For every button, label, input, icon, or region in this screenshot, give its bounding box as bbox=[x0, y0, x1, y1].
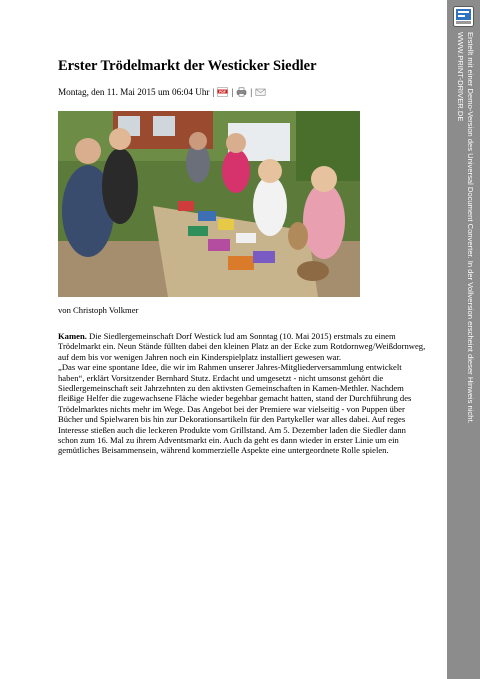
article-photo bbox=[58, 111, 360, 297]
demo-notice-text bbox=[455, 32, 475, 424]
demo-notice-line: Erstellt mit einer Demo-Version des Universal Document Converter. In der Vollversion erscheint dieser Hinweis nicht. bbox=[466, 32, 475, 424]
article-meta bbox=[58, 87, 266, 97]
print-icon[interactable] bbox=[236, 87, 247, 97]
pdf-icon[interactable] bbox=[217, 87, 228, 97]
demo-notice-url[interactable]: WWW.PRINT-DRIVER.DE bbox=[456, 32, 465, 122]
article-date: Montag, den 11. Mai 2015 um 06:04 Uhr bbox=[58, 87, 210, 97]
svg-text:PDF: PDF bbox=[219, 89, 227, 94]
demo-watermark-sidebar bbox=[447, 0, 480, 679]
meta-separator: | bbox=[250, 87, 253, 97]
article-body bbox=[58, 331, 428, 456]
email-icon[interactable] bbox=[255, 87, 266, 97]
article-paragraph: „Das war eine spontane Idee, die wir im Rahmen unserer Jahres-Mitgliederversammlung entwickelt haben“, erklärt Vorsitzender Bernhard Stutz. Erdacht und umgesetzt - nicht umsonst gehört die Siedlergemeinschaft seit Jahrzehnten zu den aktivsten Gemeinschaften in Kamen-Methler. Nachdem fleißige Helfer die zugewachsene Fläche wieder begehbar gemacht hatten, stand der Durchführung des Trödelmarktes nichts mehr im Wege. Das Angebot bei der Premiere war vielseitig - von Puppen über Bücher und Spielwaren bis hin zur Dekorationsartikeln für den Partykeller war alles dabei. Auf reges Interesse stießen auch die leckeren Produkte vom Grillstand. Am 5. Dezember laden die Siedler dann schon zum 16. Mal zu ihrem Adventsmarkt ein. Auch da geht es dann wieder in erster Linie um ein gemütliches Beisammensein, während kommerzielle Aspekte eine untergeordnete Rolle spielen. bbox=[58, 362, 412, 456]
article-lead: Kamen. bbox=[58, 331, 87, 341]
article-author: von Christoph Volkmer bbox=[58, 305, 139, 315]
article-title: Erster Trödelmarkt der Westicker Siedler bbox=[58, 58, 317, 74]
converter-logo-icon bbox=[453, 6, 474, 27]
article-text: Die Siedlergemeinschaft Dorf Westick lud am Sonntag (10. Mai 2015) erstmals zu einem Trödelmarkt ein. Neun Stände füllten dabei den kleinen Platz an der Ecke zum Rotdornweg/Weißdornweg, auf dem bis vor wenigen Jahren noch ein Kinderspielplatz installiert gewesen war. bbox=[58, 331, 426, 362]
article-paragraph bbox=[58, 331, 428, 362]
meta-separator: | bbox=[212, 87, 215, 97]
meta-separator: | bbox=[231, 87, 234, 97]
